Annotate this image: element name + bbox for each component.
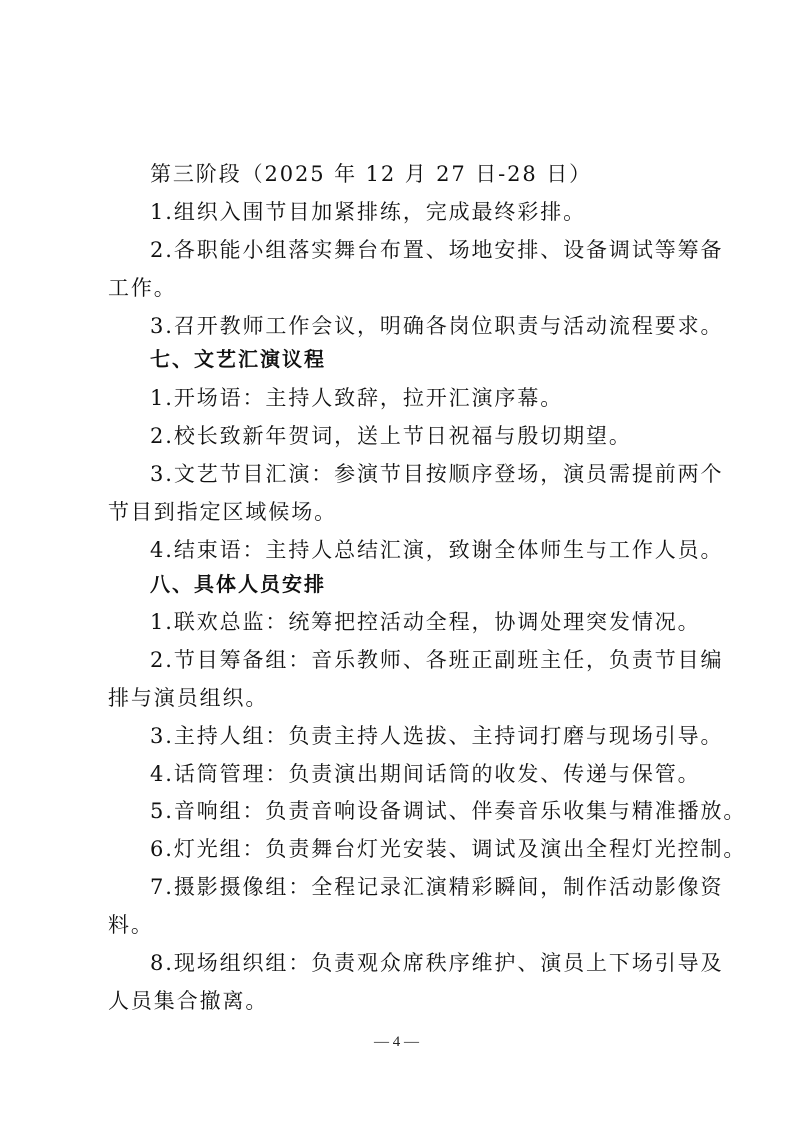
paragraph-line: 6.灯光组：负责舞台灯光安装、调试及演出全程灯光控制。 (150, 837, 747, 861)
paragraph-line: 8.现场组织组：负责观众席秩序维护、演员上下场引导及 (150, 951, 724, 975)
paragraph-line: 3.召开教师工作会议，明确各岗位职责与活动流程要求。 (150, 314, 724, 338)
stage-three-heading: 第三阶段（2025 年 12 月 27 日-28 日） (150, 162, 593, 186)
paragraph-line: 7.摄影摄像组：全程记录汇演精彩瞬间，制作活动影像资 (150, 875, 724, 899)
paragraph-line-continuation: 料。 (108, 913, 154, 937)
paragraph-line: 4.话筒管理：负责演出期间话筒的收发、传递与保管。 (150, 762, 701, 786)
paragraph-line-continuation: 排与演员组织。 (108, 686, 269, 710)
paragraph-line: 1.开场语：主持人致辞，拉开汇演序幕。 (150, 386, 564, 410)
paragraph-line-continuation: 工作。 (108, 276, 177, 300)
paragraph-line: 1.组织入围节目加紧排练，完成最终彩排。 (150, 200, 587, 224)
paragraph-line: 2.校长致新年贺词，送上节日祝福与殷切期望。 (150, 424, 632, 448)
paragraph-line: 3.文艺节目汇演：参演节目按顺序登场，演员需提前两个 (150, 462, 724, 486)
paragraph-line: 1.联欢总监：统筹把控活动全程，协调处理突发情况。 (150, 610, 701, 634)
paragraph-line: 2.各职能小组落实舞台布置、场地安排、设备调试等筹备 (150, 238, 724, 262)
paragraph-line: 5.音响组：负责音响设备调试、伴奏音乐收集与精准播放。 (150, 799, 747, 823)
section-heading-agenda: 七、文艺汇演议程 (150, 347, 326, 371)
section-heading-staff: 八、具体人员安排 (150, 572, 326, 596)
page-number: — 4 — (374, 1034, 419, 1050)
paragraph-line: 3.主持人组：负责主持人选拔、主持词打磨与现场引导。 (150, 724, 724, 748)
paragraph-line-continuation: 节目到指定区域候场。 (108, 500, 337, 524)
paragraph-line: 4.结束语：主持人总结汇演，致谢全体师生与工作人员。 (150, 538, 724, 562)
paragraph-line-continuation: 人员集合撤离。 (108, 989, 269, 1013)
paragraph-line: 2.节目筹备组：音乐教师、各班正副班主任，负责节目编 (150, 648, 724, 672)
